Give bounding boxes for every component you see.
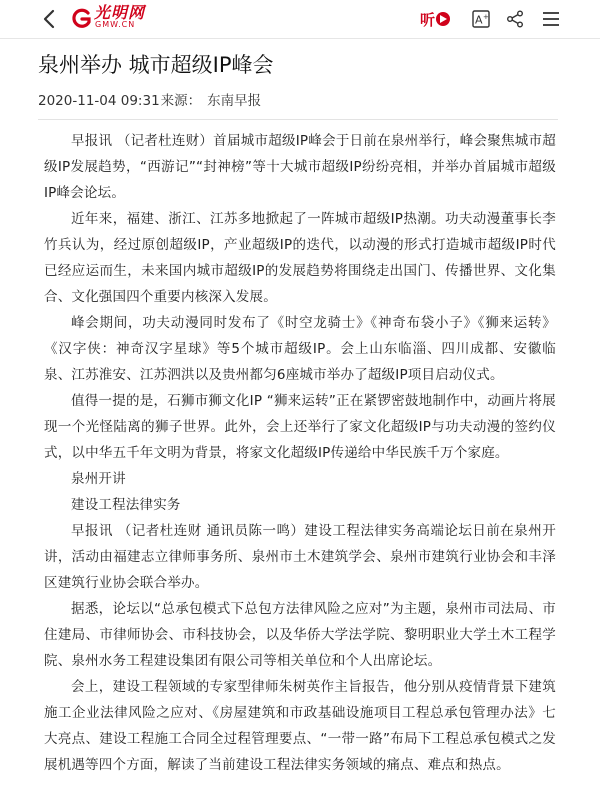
audio-play-icon xyxy=(436,12,450,26)
logo-text: 光明网 xyxy=(94,3,146,22)
article-paragraph-7: 会上，建设工程领域的专家型律师朱树英作主旨报告，他分别从疫情背景下建筑施工企业法律风险之应对、《房屋建筑和市政基础设施项目工程总承包管理办法》七大亮点、建设工程施工合同全过程管理要点、“一带一路”布局下工程总承包模式之发展机遇等四个方面，解读了当前建设工程法律实务领域的痛点、难点和热点。 xyxy=(44,679,556,773)
section-heading-1: 泉州开讲 xyxy=(71,471,126,487)
article-meta xyxy=(38,91,578,111)
article-paragraph-3: 峰会期间，功夫动漫同时发布了《时空龙骑士》《神奇布袋小子》《狮来运转》《汉字侠：神奇汉字星球》等5个城市超级IP。会上山东临淄、四川成都、安徽临泉、江苏淮安、江苏泗洪以及贵州都匀6座城市举办了超级IP项目启动仪式。 xyxy=(44,315,556,383)
source-label: 来源： xyxy=(160,93,202,109)
menu-icon xyxy=(542,11,560,27)
back-arrow-icon xyxy=(42,9,56,29)
svg-text:+: + xyxy=(483,13,489,21)
publish-date: 2020-11-04 09:31 xyxy=(38,93,160,109)
divider xyxy=(38,119,558,120)
article-paragraph-1: 早报讯 （记者杜连财）首届城市超级IP峰会于日前在泉州举行，峰会聚焦城市超级IP发展趋势，“西游记”“封神榜”等十大城市超级IP纷纷亮相，并举办首届城市超级IP峰会论坛。 xyxy=(44,133,556,201)
svg-text:A: A xyxy=(475,13,483,27)
font-size-button[interactable] xyxy=(470,8,492,30)
article-title: 泉州举办 城市超级IP峰会 xyxy=(38,53,274,77)
article-paragraph-2: 近年来，福建、浙江、江苏多地掀起了一阵城市超级IP热潮。功夫动漫董事长李竹兵认为，经过原创超级IP，产业超级IP的迭代，以动漫的形式打造城市超级IP时代已经应运而生，未来国内城市超级IP的发展趋势将围绕走出国门、传播世界、文化集合、文化强国四个重要内核深入发展。 xyxy=(44,211,556,305)
article-paragraph-6: 据悉，论坛以“总承包模式下总包方法律风险之应对”为主题，泉州市司法局、市住建局、市律师协会、市科技协会，以及华侨大学法学院、黎明职业大学土木工程学院、泉州水务工程建设集团有限公司等相关单位和个人出席论坛。 xyxy=(44,601,556,669)
section-heading-2: 建设工程法律实务 xyxy=(71,497,181,513)
logo-g-icon xyxy=(70,7,92,31)
share-button[interactable] xyxy=(504,8,526,30)
back-button[interactable] xyxy=(38,7,60,31)
listen-button[interactable] xyxy=(420,9,460,29)
article-paragraph-4: 值得一提的是，石狮市狮文化IP “狮来运转”正在紧锣密鼓地制作中，动画片将展现一个光怪陆离的狮子世界。此外，会上还举行了家文化超级IP与功夫动漫的签约仪式，以中华五千年文明为背景，将家文化超级IP传递给中华民族千万个家庭。 xyxy=(44,393,556,461)
source-name[interactable]: 东南早报 xyxy=(207,93,262,109)
listen-label: 听 xyxy=(420,10,436,29)
share-icon xyxy=(506,10,524,28)
article-paragraph-5: 早报讯 （记者杜连财 通讯员陈一鸣）建设工程法律实务高端论坛日前在泉州开讲，活动由福建志立律师事务所、泉州市土木建筑学会、泉州市建筑行业协会和丰泽区建筑行业协会联合举办。 xyxy=(44,523,556,591)
logo-subtext: GMW.CN xyxy=(95,20,136,29)
font-size-icon xyxy=(472,10,490,28)
site-logo[interactable] xyxy=(70,4,158,34)
top-nav-bar xyxy=(0,0,600,39)
article-body xyxy=(44,128,556,778)
menu-button[interactable] xyxy=(540,8,562,30)
